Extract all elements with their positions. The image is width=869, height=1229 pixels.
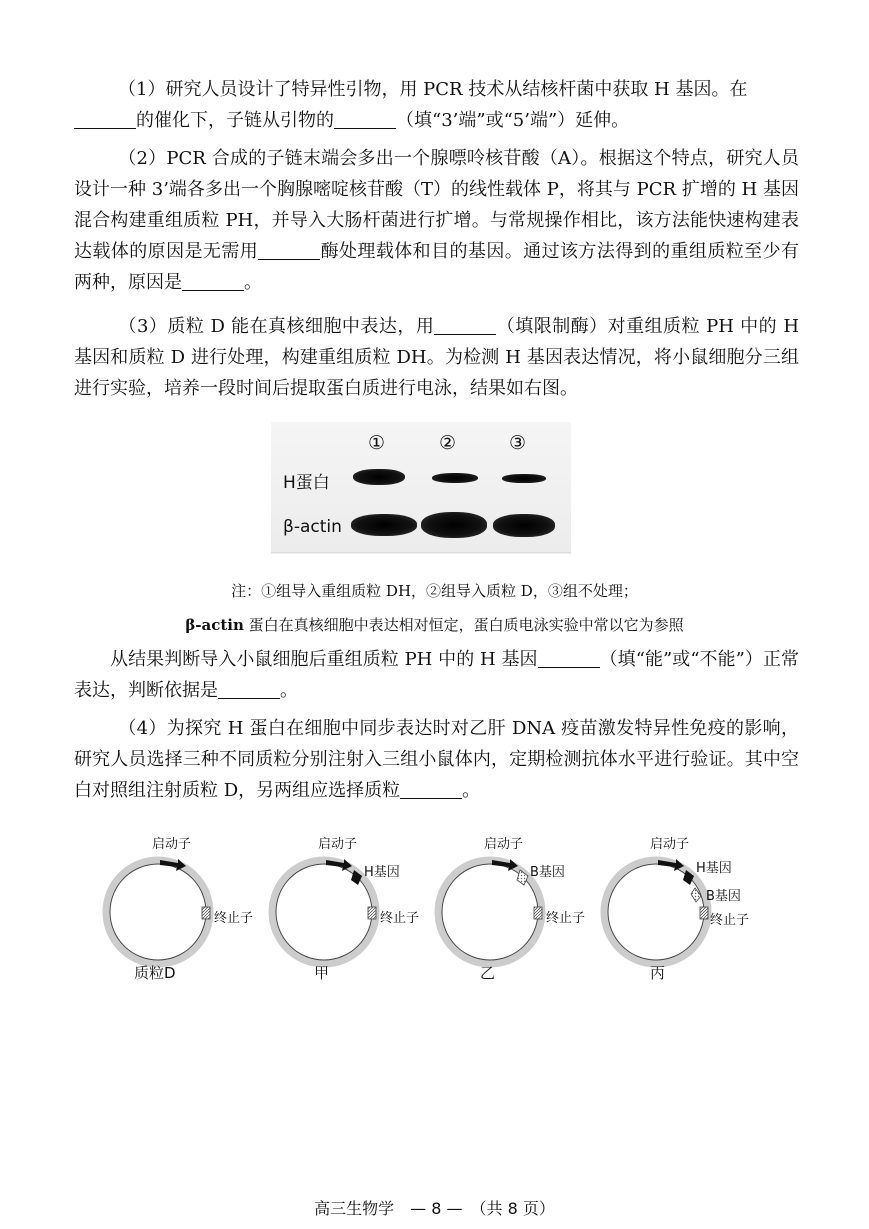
plasmid-bing bbox=[604, 836, 749, 982]
plasmid-yi-name: 乙 bbox=[480, 964, 496, 982]
plasmid-bing-terminator-label: 终止子 bbox=[710, 913, 750, 928]
band-h-lane-1 bbox=[353, 469, 405, 485]
q3-text-b: （填限制酶）对重组质粒 PH 中的 H 基因和质粒 D 进行处理，构建重组质粒 DH。为检测 H 基因表达情况，将小鼠细胞分三组进行实验，培养一段时间后提取蛋白质进行电泳，结果如右图。 bbox=[74, 316, 800, 399]
beta-actin-term: β-actin bbox=[185, 616, 244, 634]
h-protein-label: H蛋白 bbox=[283, 473, 330, 493]
plasmid-jia bbox=[272, 836, 419, 982]
plasmid-d-ring bbox=[106, 860, 210, 964]
gel-divider bbox=[271, 552, 571, 553]
q1-text-c: （填“3’端”或“5’端”）延伸。 bbox=[396, 110, 630, 131]
plasmid-yi bbox=[438, 836, 585, 982]
plasmid-jia-name: 甲 bbox=[314, 964, 330, 982]
lane-2-label: ② bbox=[439, 432, 457, 454]
question-3-result bbox=[74, 644, 799, 706]
band-h-lane-3 bbox=[502, 474, 546, 483]
q1-text-b: 的催化下，子链从引物的 bbox=[136, 110, 334, 131]
plasmid-d-promoter-label: 启动子 bbox=[152, 837, 192, 852]
plasmid-d bbox=[106, 836, 253, 982]
q2-blank-2[interactable] bbox=[182, 272, 244, 291]
plasmid-d-terminator-label: 终止子 bbox=[214, 911, 254, 926]
plasmid-bing-terminator-box bbox=[700, 907, 708, 919]
q4-blank-1[interactable] bbox=[400, 780, 462, 799]
q3b-blank-2[interactable] bbox=[218, 680, 280, 699]
q1-text-a: （1）研究人员设计了特异性引物，用 PCR 技术从结核杆菌中获取 H 基因。在 bbox=[118, 79, 748, 100]
q1-blank-1[interactable] bbox=[74, 110, 136, 129]
plasmid-jia-terminator-box bbox=[368, 907, 376, 919]
lane-1-label: ① bbox=[368, 432, 386, 454]
plasmid-yi-terminator-box bbox=[534, 907, 542, 919]
beta-actin-label: β-actin bbox=[283, 517, 342, 537]
plasmid-yi-terminator-label: 终止子 bbox=[546, 911, 586, 926]
figure-note-line-2-text: 蛋白在真核细胞中表达相对恒定，蛋白质电泳实验中常以它为参照 bbox=[243, 616, 684, 634]
plasmid-d-name: 质粒D bbox=[134, 964, 176, 982]
band-actin-lane-3 bbox=[493, 514, 555, 537]
plasmid-yi-b-gene-label: B基因 bbox=[530, 865, 565, 880]
question-4 bbox=[74, 713, 799, 806]
lane-3-label: ③ bbox=[509, 432, 527, 454]
q3-text-a: （3）质粒 D 能在真核细胞中表达，用 bbox=[118, 316, 435, 337]
band-actin-lane-1 bbox=[351, 514, 417, 536]
plasmid-yi-promoter-label: 启动子 bbox=[484, 837, 524, 852]
question-1 bbox=[74, 74, 799, 136]
q2-text-b: 酶处理载体和目的基因。通过该方法得到的重组质粒至少有两种，原因是 bbox=[74, 241, 800, 293]
question-2 bbox=[74, 143, 799, 298]
plasmid-bing-b-gene-label: B基因 bbox=[706, 889, 741, 904]
q3-blank-1[interactable] bbox=[434, 316, 496, 335]
q2-blank-1[interactable] bbox=[258, 241, 320, 260]
plasmid-d-terminator-box bbox=[202, 907, 210, 919]
q3b-text-c: 。 bbox=[280, 680, 298, 701]
page-footer: 高三生物学 — 8 — （共 8 页） bbox=[314, 1199, 555, 1218]
figure-note-line-1: 注：①组导入重组质粒 DH，②组导入质粒 D，③组不处理； bbox=[231, 582, 638, 600]
q1-blank-2[interactable] bbox=[334, 110, 396, 129]
q3b-text-a: 从结果判断导入小鼠细胞后重组质粒 PH 中的 H 基因 bbox=[110, 649, 538, 670]
q3b-blank-1[interactable] bbox=[538, 649, 600, 668]
plasmid-jia-h-gene-label: H基因 bbox=[364, 865, 400, 880]
question-3 bbox=[74, 311, 799, 404]
q2-text-c: 。 bbox=[244, 272, 262, 293]
q4-text-a: （4）为探究 H 蛋白在细胞中同步表达时对乙肝 DNA 疫苗激发特异性免疫的影响，研究人员选择三种不同质粒分别注射入三组小鼠体内，定期检测抗体水平进行验证。其中空白对照组注射质粒 D，另两组应选择质粒 bbox=[74, 718, 799, 801]
plasmid-jia-promoter-label: 启动子 bbox=[318, 837, 358, 852]
plasmid-jia-terminator-label: 终止子 bbox=[380, 911, 420, 926]
plasmid-bing-name: 丙 bbox=[650, 964, 666, 982]
band-h-lane-2 bbox=[432, 473, 478, 483]
figure-note-line-2 bbox=[0, 615, 869, 635]
plasmid-bing-h-gene-label: H基因 bbox=[696, 861, 732, 876]
q4-text-b: 。 bbox=[462, 780, 481, 801]
q3b-text-b: （填“能”或“不能”）正常表达，判断依据是 bbox=[74, 649, 800, 701]
plasmid-bing-promoter-label: 启动子 bbox=[650, 837, 690, 852]
band-actin-lane-2 bbox=[421, 512, 487, 538]
plasmid-diagrams bbox=[94, 826, 774, 996]
electrophoresis-gel bbox=[271, 422, 571, 554]
q2-text-a: （2）PCR 合成的子链末端会多出一个腺嘌呤核苷酸（A）。根据这个特点，研究人员设计一种 3’端各多出一个胸腺嘧啶核苷酸（T）的线性载体 P，将其与 PCR 扩增的 H 基因混合构建重组质粒 PH，并导入大肠杆菌进行扩增。与常规操作相比，该方法能快速构建表达载体的原因是无需用 bbox=[74, 148, 799, 262]
plasmid-d-ring-inner bbox=[110, 864, 206, 960]
